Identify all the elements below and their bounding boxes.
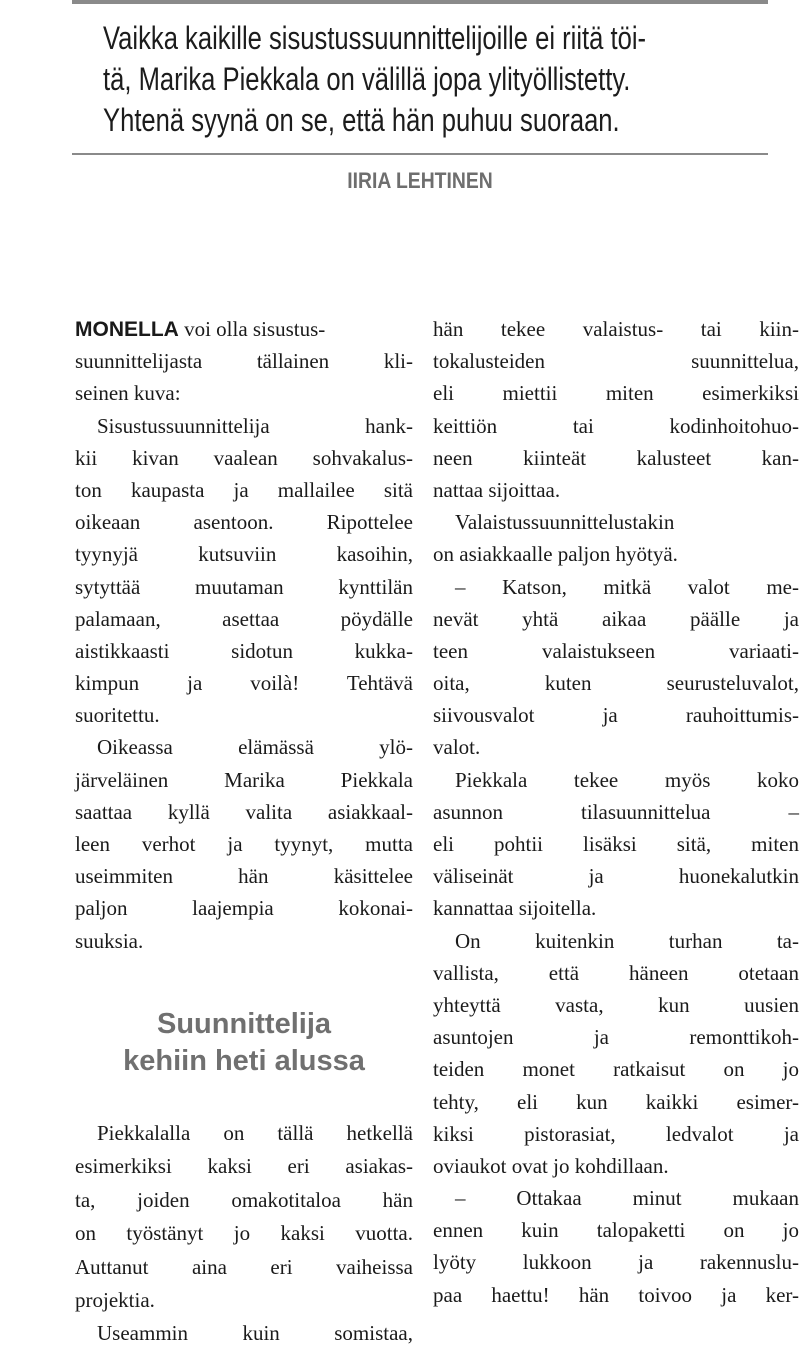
text-line: paljon laajempia kokonai- — [75, 896, 413, 921]
text-line: eli miettii miten esimerkiksi — [433, 381, 799, 406]
text-line: kimpun ja voilà! Tehtävä — [75, 671, 413, 696]
text-line: on asiakkaalle paljon hyötyä. — [433, 542, 678, 567]
text-line: oikeaan asentoon. Ripottelee — [75, 510, 413, 535]
text-line: saattaa kyllä valita asiakkaal- — [75, 799, 413, 824]
text-line: Oikeassa elämässä ylö- — [97, 735, 413, 760]
article-column-right — [433, 313, 799, 1311]
text-line: kannattaa sijoitella. — [433, 896, 597, 921]
article-column-left-top — [75, 313, 413, 957]
text-line: tyynyjä kutsuviin kasoihin, — [75, 542, 413, 567]
author-byline: IIRIA LEHTINEN — [347, 168, 493, 193]
subheading-line: Suunnittelija — [157, 1008, 331, 1040]
text-line: tehty, eli kun kaikki esimer- — [433, 1089, 799, 1114]
text-line: – Katson, mitkä valot me- — [455, 574, 799, 599]
subheading-line: kehiin heti alussa — [123, 1045, 365, 1077]
article-column-left-bottom — [75, 1117, 413, 1351]
text-line: On kuitenkin turhan ta- — [455, 928, 799, 953]
text-line: – Ottakaa minut mukaan — [455, 1186, 799, 1211]
text-line: hän tekee valaistus- tai kiin- — [433, 317, 799, 341]
text-line: valot. — [433, 735, 481, 760]
text-line: seinen kuva: — [75, 381, 181, 406]
text-line: siivousvalot ja rauhoittumis- — [433, 703, 799, 728]
text-line: keittiön tai kodinhoitohuo- — [433, 413, 799, 438]
text-line: yhteyttä vasta, kun uusien — [433, 992, 799, 1017]
text-line: oita, kuten seurusteluvalot, — [433, 671, 799, 696]
text-line: palamaan, asettaa pöydälle — [75, 606, 413, 631]
text-line: asunnon tilasuunnittelua – — [433, 799, 799, 824]
text-line: suoritettu. — [75, 703, 160, 728]
text-line: paa haettu! hän toivoo ja ker- — [433, 1282, 799, 1307]
article-deck — [103, 18, 802, 141]
text-line: oviaukot ovat jo kohdillaan. — [433, 1153, 669, 1178]
text-line: Piekkalalla on tällä hetkellä — [97, 1121, 413, 1145]
text-line: Useammin kuin somistaa, — [97, 1321, 413, 1346]
text-line-rest: voi olla sisustus- — [178, 317, 326, 341]
text-line: projektia. — [75, 1287, 155, 1312]
text-line: aistikkaasti sidotun kukka- — [75, 638, 413, 663]
text-line: neen kiinteät kalusteet kan- — [433, 445, 799, 470]
text-line: väliseinät ja huonekalutkin — [433, 864, 799, 889]
text-line: nevät yhtä aikaa päälle ja — [433, 606, 799, 631]
text-line: Piekkala tekee myös koko — [455, 767, 799, 792]
text-line: ennen kuin talopaketti on jo — [433, 1218, 799, 1243]
text-line: nattaa sijoittaa. — [433, 477, 561, 502]
text-line: lyöty lukkoon ja rakennuslu- — [433, 1250, 799, 1275]
text-line — [75, 313, 413, 345]
text-line: Sisustussuunnittelija hank- — [97, 413, 413, 438]
subheading — [75, 1006, 413, 1080]
text-line: teen valaistukseen variaati- — [433, 638, 799, 663]
text-line: suuksia. — [75, 928, 144, 953]
text-line: Valaistussuunnittelustakin — [455, 510, 675, 535]
lead-word: MONELLA — [75, 318, 179, 341]
text-line: leen verhot ja tyynyt, mutta — [75, 832, 413, 856]
deck-line: Yhtenä syynä on se, että hän puhuu suoraan. — [103, 102, 620, 138]
text-line: eli pohtii lisäksi sitä, miten — [433, 832, 799, 856]
deck-divider — [72, 153, 768, 155]
deck-line: tä, Marika Piekkala on välillä jopa ylityöllistetty. — [103, 61, 631, 97]
top-rule — [72, 0, 768, 4]
text-line: järveläinen Marika Piekkala — [75, 767, 413, 792]
text-line: teiden monet ratkaisut on jo — [433, 1057, 799, 1082]
text-line: tokalusteiden suunnittelua, — [433, 349, 799, 374]
deck-line: Vaikka kaikille sisustussuunnittelijoille ei riitä töi- — [103, 20, 647, 56]
text-line: vallista, että häneen otetaan — [433, 960, 799, 985]
text-line: ton kaupasta ja mallailee sitä — [75, 477, 413, 502]
text-line: suunnittelijasta tällainen kli- — [75, 349, 413, 374]
text-line: Auttanut aina eri vaiheissa — [75, 1254, 413, 1279]
text-line: asuntojen ja remonttikoh- — [433, 1025, 799, 1050]
text-line: ta, joiden omakotitaloa hän — [75, 1187, 413, 1212]
text-line: kii kivan vaalean sohvakalus- — [75, 445, 413, 470]
text-line: kiksi pistorasiat, ledvalot ja — [433, 1121, 799, 1146]
text-line: esimerkiksi kaksi eri asiakas- — [75, 1154, 413, 1179]
text-line: useimmiten hän käsittelee — [75, 864, 413, 889]
text-line: sytyttää muutaman kynttilän — [75, 574, 413, 599]
text-line: on työstänyt jo kaksi vuotta. — [75, 1221, 413, 1246]
